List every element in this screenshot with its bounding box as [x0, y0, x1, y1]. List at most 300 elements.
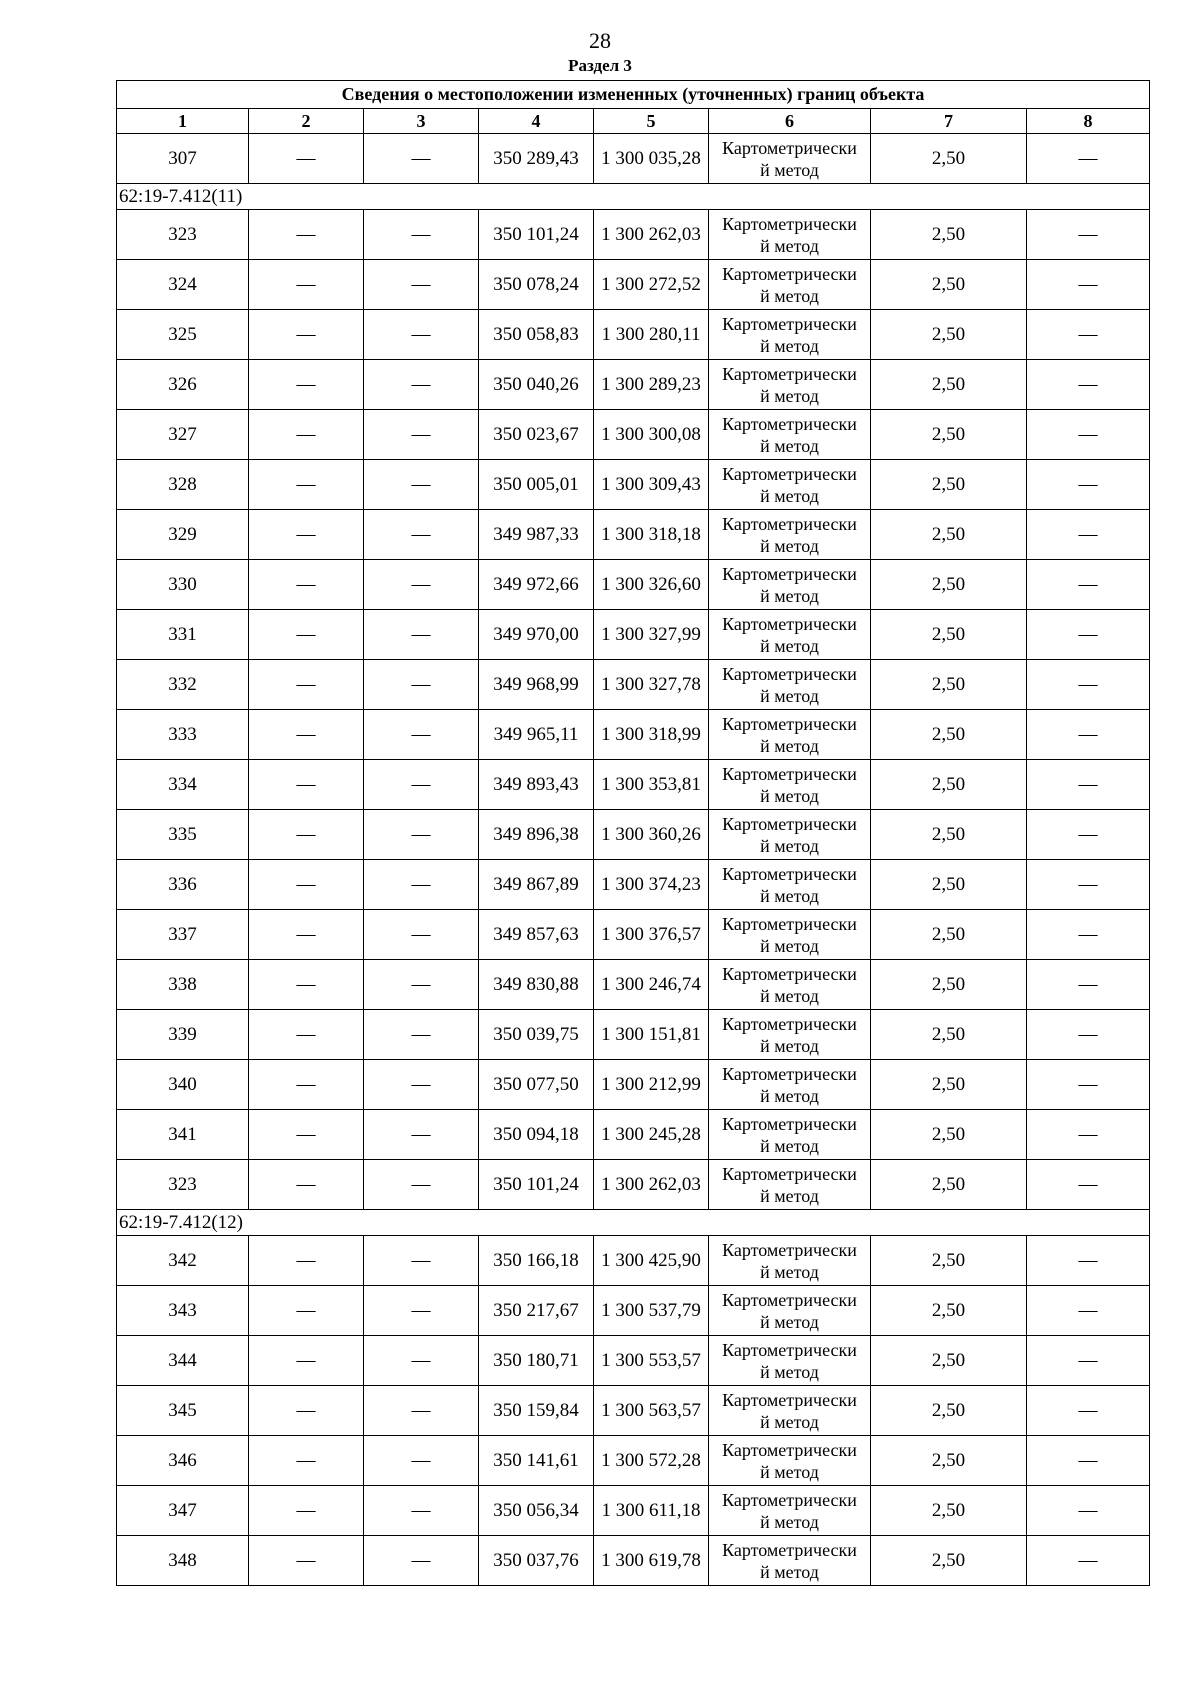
method-cell: [709, 660, 871, 710]
dash-cell: —: [249, 1060, 364, 1110]
coordinate-x: 350 101,24: [479, 1160, 594, 1210]
accuracy-cell: 2,50: [871, 134, 1027, 184]
coordinate-y: 1 300 326,60: [594, 560, 709, 610]
method-line: й метод: [760, 1135, 819, 1156]
method-line: Картометрически: [722, 1239, 857, 1260]
dash-cell: —: [364, 210, 479, 260]
method-cell: [709, 260, 871, 310]
method-line: й метод: [760, 159, 819, 180]
coordinate-y: 1 300 619,78: [594, 1536, 709, 1586]
coordinates-table: [116, 80, 1150, 1586]
accuracy-cell: 2,50: [871, 1160, 1027, 1210]
method-line: й метод: [760, 885, 819, 906]
point-number: 325: [117, 310, 249, 360]
dash-cell: —: [364, 1286, 479, 1336]
method-line: й метод: [760, 835, 819, 856]
coordinate-x: 350 023,67: [479, 410, 594, 460]
dash-cell: —: [249, 560, 364, 610]
accuracy-cell: 2,50: [871, 560, 1027, 610]
method-line: й метод: [760, 785, 819, 806]
accuracy-cell: 2,50: [871, 760, 1027, 810]
method-line: Картометрически: [722, 863, 857, 884]
dash-cell: —: [364, 810, 479, 860]
point-number: 332: [117, 660, 249, 710]
dash-cell: —: [1027, 360, 1150, 410]
column-number: 7: [871, 109, 1027, 134]
coordinate-y: 1 300 360,26: [594, 810, 709, 860]
method-cell: [709, 1060, 871, 1110]
dash-cell: —: [364, 1160, 479, 1210]
dash-cell: —: [364, 310, 479, 360]
point-number: 333: [117, 710, 249, 760]
dash-cell: —: [249, 260, 364, 310]
dash-cell: —: [249, 134, 364, 184]
point-number: 347: [117, 1486, 249, 1536]
table-row: [117, 1236, 1150, 1286]
cadastral-number: 62:19-7.412(11): [117, 184, 1150, 210]
coordinate-x: 350 289,43: [479, 134, 594, 184]
dash-cell: —: [364, 1536, 479, 1586]
dash-cell: —: [249, 1486, 364, 1536]
point-number: 328: [117, 460, 249, 510]
table-row: [117, 1436, 1150, 1486]
method-cell: [709, 810, 871, 860]
coordinate-x: 350 166,18: [479, 1236, 594, 1286]
accuracy-cell: 2,50: [871, 860, 1027, 910]
dash-cell: —: [249, 1536, 364, 1586]
accuracy-cell: 2,50: [871, 510, 1027, 560]
coordinate-y: 1 300 245,28: [594, 1110, 709, 1160]
table-caption: Сведения о местоположении измененных (уточненных) границ объекта: [117, 81, 1150, 109]
point-number: 323: [117, 1160, 249, 1210]
table-row: [117, 860, 1150, 910]
coordinate-x: 350 217,67: [479, 1286, 594, 1336]
column-number: 8: [1027, 109, 1150, 134]
table-row: [117, 210, 1150, 260]
accuracy-cell: 2,50: [871, 810, 1027, 860]
method-cell: [709, 1336, 871, 1386]
coordinate-x: 349 830,88: [479, 960, 594, 1010]
dash-cell: —: [249, 960, 364, 1010]
dash-cell: —: [364, 134, 479, 184]
method-line: й метод: [760, 585, 819, 606]
dash-cell: —: [364, 1060, 479, 1110]
dash-cell: —: [249, 910, 364, 960]
method-cell: [709, 760, 871, 810]
method-cell: [709, 860, 871, 910]
point-number: 334: [117, 760, 249, 810]
method-cell: [709, 1386, 871, 1436]
method-line: Картометрически: [722, 963, 857, 984]
dash-cell: —: [364, 1010, 479, 1060]
coordinate-x: 350 078,24: [479, 260, 594, 310]
accuracy-cell: 2,50: [871, 1060, 1027, 1110]
dash-cell: —: [364, 360, 479, 410]
method-line: Картометрически: [722, 313, 857, 334]
dash-cell: —: [1027, 710, 1150, 760]
dash-cell: —: [1027, 860, 1150, 910]
table-row: [117, 260, 1150, 310]
dash-cell: —: [1027, 1486, 1150, 1536]
table-row: [117, 710, 1150, 760]
dash-cell: —: [249, 310, 364, 360]
dash-cell: —: [364, 960, 479, 1010]
accuracy-cell: 2,50: [871, 410, 1027, 460]
dash-cell: —: [1027, 760, 1150, 810]
dash-cell: —: [1027, 310, 1150, 360]
accuracy-cell: 2,50: [871, 1536, 1027, 1586]
point-number: 345: [117, 1386, 249, 1436]
dash-cell: —: [1027, 1436, 1150, 1486]
method-line: й метод: [760, 1035, 819, 1056]
dash-cell: —: [1027, 960, 1150, 1010]
method-cell: [709, 1010, 871, 1060]
method-line: й метод: [760, 385, 819, 406]
method-line: Картометрически: [722, 513, 857, 534]
point-number: 340: [117, 1060, 249, 1110]
coordinate-x: 350 058,83: [479, 310, 594, 360]
table-row: [117, 1286, 1150, 1336]
dash-cell: —: [364, 510, 479, 560]
method-line: й метод: [760, 1561, 819, 1582]
dash-cell: —: [364, 410, 479, 460]
coordinate-y: 1 300 376,57: [594, 910, 709, 960]
table-row: [117, 610, 1150, 660]
point-number: 343: [117, 1286, 249, 1336]
method-line: Картометрически: [722, 1539, 857, 1560]
dash-cell: —: [249, 610, 364, 660]
dash-cell: —: [249, 810, 364, 860]
group-header-row: [117, 1210, 1150, 1236]
dash-cell: —: [1027, 210, 1150, 260]
method-cell: [709, 1486, 871, 1536]
coordinate-x: 350 141,61: [479, 1436, 594, 1486]
dash-cell: —: [364, 860, 479, 910]
column-number: 3: [364, 109, 479, 134]
coordinate-y: 1 300 262,03: [594, 210, 709, 260]
dash-cell: —: [364, 710, 479, 760]
table-row: [117, 960, 1150, 1010]
dash-cell: —: [364, 1236, 479, 1286]
accuracy-cell: 2,50: [871, 260, 1027, 310]
dash-cell: —: [1027, 260, 1150, 310]
point-number: 341: [117, 1110, 249, 1160]
coordinate-x: 350 040,26: [479, 360, 594, 410]
table-row: [117, 1010, 1150, 1060]
dash-cell: —: [1027, 1536, 1150, 1586]
table-row: [117, 560, 1150, 610]
table-row: [117, 1336, 1150, 1386]
dash-cell: —: [364, 1110, 479, 1160]
dash-cell: —: [249, 1010, 364, 1060]
method-line: й метод: [760, 685, 819, 706]
coordinate-x: 349 893,43: [479, 760, 594, 810]
table-row: [117, 410, 1150, 460]
dash-cell: —: [1027, 410, 1150, 460]
dash-cell: —: [1027, 1386, 1150, 1436]
method-line: й метод: [760, 1085, 819, 1106]
method-cell: [709, 460, 871, 510]
coordinate-y: 1 300 300,08: [594, 410, 709, 460]
dash-cell: —: [1027, 134, 1150, 184]
method-line: й метод: [760, 1511, 819, 1532]
accuracy-cell: 2,50: [871, 960, 1027, 1010]
dash-cell: —: [249, 410, 364, 460]
method-line: й метод: [760, 535, 819, 556]
accuracy-cell: 2,50: [871, 710, 1027, 760]
coordinate-x: 349 972,66: [479, 560, 594, 610]
coordinate-y: 1 300 327,99: [594, 610, 709, 660]
coordinate-x: 349 857,63: [479, 910, 594, 960]
method-line: Картометрически: [722, 1289, 857, 1310]
coordinate-y: 1 300 318,99: [594, 710, 709, 760]
table-row: [117, 1386, 1150, 1436]
coordinate-y: 1 300 563,57: [594, 1386, 709, 1436]
column-number: 2: [249, 109, 364, 134]
dash-cell: —: [1027, 1060, 1150, 1110]
cadastral-number: 62:19-7.412(12): [117, 1210, 1150, 1236]
accuracy-cell: 2,50: [871, 660, 1027, 710]
accuracy-cell: 2,50: [871, 1336, 1027, 1386]
page-number: 28: [589, 28, 611, 53]
point-number: 331: [117, 610, 249, 660]
coordinate-y: 1 300 151,81: [594, 1010, 709, 1060]
dash-cell: —: [364, 1436, 479, 1486]
dash-cell: —: [249, 1236, 364, 1286]
accuracy-cell: 2,50: [871, 360, 1027, 410]
accuracy-cell: 2,50: [871, 310, 1027, 360]
coordinate-x: 350 037,76: [479, 1536, 594, 1586]
method-cell: [709, 1436, 871, 1486]
dash-cell: —: [364, 560, 479, 610]
dash-cell: —: [1027, 1236, 1150, 1286]
method-line: Картометрически: [722, 663, 857, 684]
group-header-row: [117, 184, 1150, 210]
coordinate-x: 350 005,01: [479, 460, 594, 510]
dash-cell: —: [364, 260, 479, 310]
dash-cell: —: [249, 1286, 364, 1336]
method-line: Картометрически: [722, 1063, 857, 1084]
method-cell: [709, 610, 871, 660]
coordinate-y: 1 300 327,78: [594, 660, 709, 710]
dash-cell: —: [1027, 810, 1150, 860]
table-row: [117, 1486, 1150, 1536]
coordinate-x: 349 970,00: [479, 610, 594, 660]
dash-cell: —: [1027, 1286, 1150, 1336]
table-row: [117, 360, 1150, 410]
dash-cell: —: [1027, 460, 1150, 510]
table-row: [117, 760, 1150, 810]
dash-cell: —: [249, 1160, 364, 1210]
method-cell: [709, 360, 871, 410]
coordinate-x: 349 968,99: [479, 660, 594, 710]
method-line: Картометрически: [722, 813, 857, 834]
method-line: Картометрически: [722, 413, 857, 434]
point-number: 327: [117, 410, 249, 460]
table-row: [117, 660, 1150, 710]
method-cell: [709, 1236, 871, 1286]
dash-cell: —: [249, 460, 364, 510]
table-row: [117, 510, 1150, 560]
coordinate-x: 349 965,11: [479, 710, 594, 760]
table-row: [117, 1160, 1150, 1210]
coordinate-y: 1 300 572,28: [594, 1436, 709, 1486]
method-line: й метод: [760, 735, 819, 756]
accuracy-cell: 2,50: [871, 1436, 1027, 1486]
column-number: 1: [117, 109, 249, 134]
table-row: [117, 1110, 1150, 1160]
method-line: й метод: [760, 485, 819, 506]
dash-cell: —: [1027, 1010, 1150, 1060]
dash-cell: —: [1027, 660, 1150, 710]
table-caption-row: [117, 81, 1150, 109]
coordinate-y: 1 300 425,90: [594, 1236, 709, 1286]
coordinate-y: 1 300 246,74: [594, 960, 709, 1010]
dash-cell: —: [364, 1336, 479, 1386]
method-line: Картометрически: [722, 913, 857, 934]
accuracy-cell: 2,50: [871, 460, 1027, 510]
method-cell: [709, 210, 871, 260]
table-row: [117, 310, 1150, 360]
method-cell: [709, 410, 871, 460]
accuracy-cell: 2,50: [871, 910, 1027, 960]
point-number: 338: [117, 960, 249, 1010]
method-line: Картометрически: [722, 1389, 857, 1410]
method-cell: [709, 710, 871, 760]
accuracy-cell: 2,50: [871, 1110, 1027, 1160]
method-line: Картометрически: [722, 1489, 857, 1510]
dash-cell: —: [364, 1386, 479, 1436]
method-line: Картометрически: [722, 713, 857, 734]
section-title: Раздел 3: [568, 56, 632, 75]
method-line: Картометрически: [722, 1013, 857, 1034]
point-number: 324: [117, 260, 249, 310]
table-row: [117, 810, 1150, 860]
coordinate-x: 350 159,84: [479, 1386, 594, 1436]
coordinate-y: 1 300 212,99: [594, 1060, 709, 1110]
coordinate-x: 350 094,18: [479, 1110, 594, 1160]
method-cell: [709, 910, 871, 960]
point-number: 330: [117, 560, 249, 610]
dash-cell: —: [364, 660, 479, 710]
method-line: Картометрически: [722, 1439, 857, 1460]
table-body: [117, 81, 1150, 1586]
coordinate-y: 1 300 318,18: [594, 510, 709, 560]
coordinate-y: 1 300 272,52: [594, 260, 709, 310]
coordinate-y: 1 300 611,18: [594, 1486, 709, 1536]
column-number-row: [117, 109, 1150, 134]
accuracy-cell: 2,50: [871, 610, 1027, 660]
point-number: 307: [117, 134, 249, 184]
coordinate-x: 349 987,33: [479, 510, 594, 560]
dash-cell: —: [249, 860, 364, 910]
accuracy-cell: 2,50: [871, 210, 1027, 260]
method-line: Картометрически: [722, 213, 857, 234]
method-line: Картометрически: [722, 1163, 857, 1184]
dash-cell: —: [249, 510, 364, 560]
method-line: й метод: [760, 635, 819, 656]
method-line: Картометрически: [722, 563, 857, 584]
method-cell: [709, 1536, 871, 1586]
method-line: й метод: [760, 335, 819, 356]
dash-cell: —: [249, 760, 364, 810]
dash-cell: —: [249, 710, 364, 760]
method-line: Картометрически: [722, 463, 857, 484]
coordinate-x: 350 101,24: [479, 210, 594, 260]
dash-cell: —: [249, 360, 364, 410]
dash-cell: —: [364, 760, 479, 810]
method-line: й метод: [760, 1261, 819, 1282]
dash-cell: —: [1027, 1336, 1150, 1386]
accuracy-cell: 2,50: [871, 1386, 1027, 1436]
dash-cell: —: [364, 1486, 479, 1536]
point-number: 342: [117, 1236, 249, 1286]
dash-cell: —: [249, 660, 364, 710]
point-number: 329: [117, 510, 249, 560]
point-number: 339: [117, 1010, 249, 1060]
table-row: [117, 1060, 1150, 1110]
table-row: [117, 910, 1150, 960]
point-number: 336: [117, 860, 249, 910]
accuracy-cell: 2,50: [871, 1486, 1027, 1536]
dash-cell: —: [1027, 510, 1150, 560]
method-line: й метод: [760, 435, 819, 456]
coordinate-x: 350 056,34: [479, 1486, 594, 1536]
coordinate-y: 1 300 035,28: [594, 134, 709, 184]
table-row: [117, 460, 1150, 510]
dash-cell: —: [1027, 610, 1150, 660]
dash-cell: —: [1027, 1160, 1150, 1210]
point-number: 346: [117, 1436, 249, 1486]
method-line: й метод: [760, 1361, 819, 1382]
point-number: 323: [117, 210, 249, 260]
method-line: й метод: [760, 1411, 819, 1432]
method-cell: [709, 560, 871, 610]
method-line: Картометрически: [722, 1113, 857, 1134]
point-number: 348: [117, 1536, 249, 1586]
method-line: й метод: [760, 1311, 819, 1332]
point-number: 344: [117, 1336, 249, 1386]
accuracy-cell: 2,50: [871, 1010, 1027, 1060]
dash-cell: —: [249, 1436, 364, 1486]
coordinate-y: 1 300 374,23: [594, 860, 709, 910]
coordinate-x: 350 039,75: [479, 1010, 594, 1060]
column-number: 5: [594, 109, 709, 134]
coordinate-y: 1 300 353,81: [594, 760, 709, 810]
dash-cell: —: [1027, 560, 1150, 610]
method-line: Картометрически: [722, 363, 857, 384]
method-cell: [709, 510, 871, 560]
method-cell: [709, 310, 871, 360]
coordinate-y: 1 300 309,43: [594, 460, 709, 510]
coordinate-y: 1 300 537,79: [594, 1286, 709, 1336]
coordinate-y: 1 300 553,57: [594, 1336, 709, 1386]
method-line: Картометрически: [722, 137, 857, 158]
dash-cell: —: [364, 460, 479, 510]
coordinate-y: 1 300 280,11: [594, 310, 709, 360]
coordinate-y: 1 300 289,23: [594, 360, 709, 410]
method-cell: [709, 134, 871, 184]
dash-cell: —: [249, 1386, 364, 1436]
coordinate-x: 349 896,38: [479, 810, 594, 860]
method-cell: [709, 960, 871, 1010]
method-cell: [709, 1286, 871, 1336]
dash-cell: —: [249, 1336, 364, 1386]
method-line: Картометрически: [722, 763, 857, 784]
method-line: й метод: [760, 935, 819, 956]
method-line: й метод: [760, 985, 819, 1006]
column-number: 6: [709, 109, 871, 134]
